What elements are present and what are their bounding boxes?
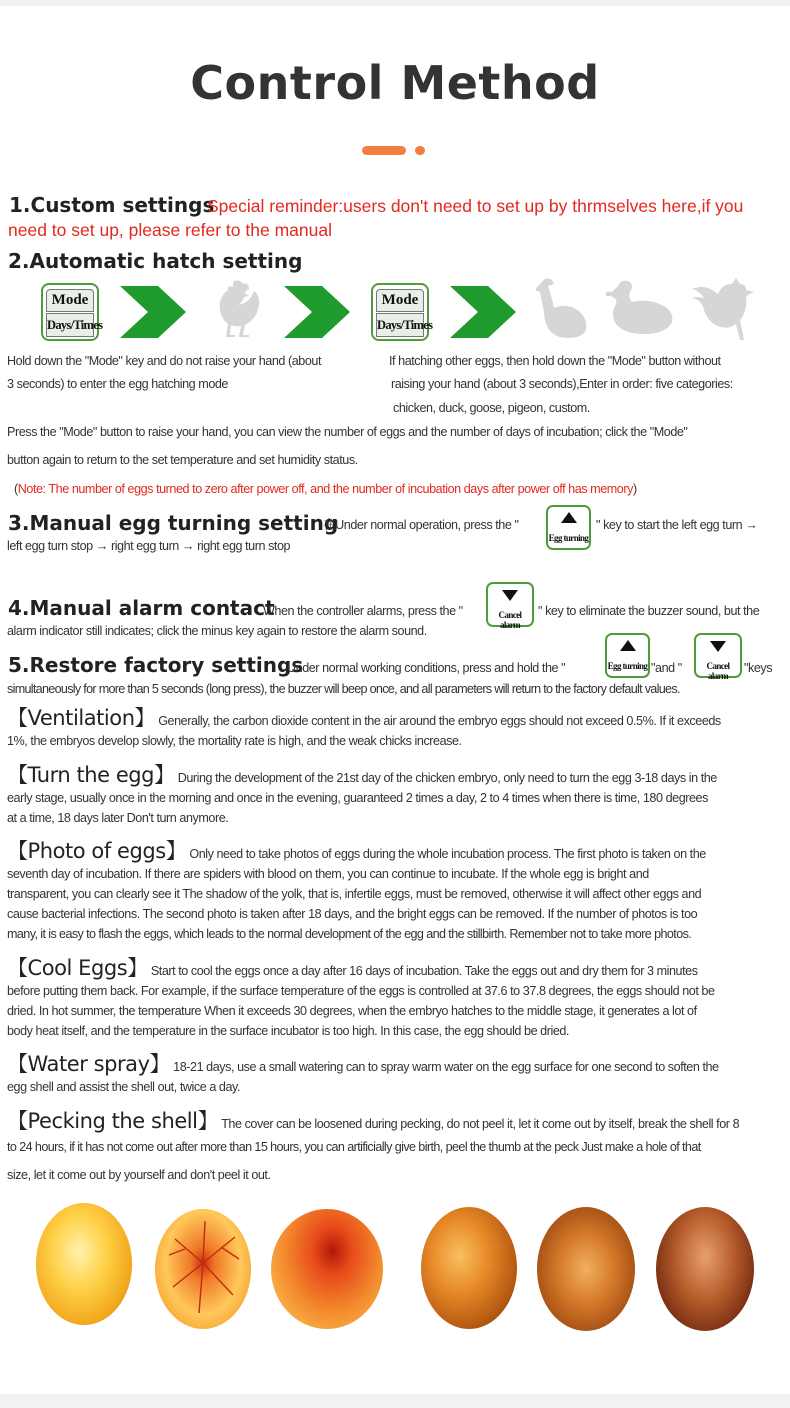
green-arrow-icon: [120, 286, 188, 338]
section3-text-a: 在Under normal operation, press the ": [323, 518, 519, 532]
mode-key-bottom-label: Days/Times: [46, 313, 94, 337]
section2-left-text-1: Hold down the "Mode" key and do not raise your hand (about: [7, 354, 321, 368]
mode-key-top-label: Mode: [376, 289, 424, 312]
cancel-alarm-key-label: Cancel alarm: [706, 661, 730, 681]
triangle-up-icon: [561, 512, 577, 523]
tip-ventilation: 【Ventilation】 Generally, the carbon dioxide content in the air around the embryo eggs should not exceed 0.5%. If it exceeds 1%, the embryos develop slowly, the mortality rate is high, and the weak chicks increase.: [7, 706, 721, 748]
section2-press-text-2: button again to return to the set temperature and set humidity status.: [7, 453, 358, 467]
mode-key-icon: [41, 283, 103, 341]
tip-title: 【Photo of eggs】: [7, 839, 187, 863]
top-band: [0, 0, 790, 6]
section1-reminder-line2: need to set up, please refer to the manual: [8, 220, 332, 240]
candled-egg-image: [271, 1209, 383, 1329]
section5-text-a: Under normal working conditions, press and hold the ": [287, 661, 566, 675]
accent-dot: [415, 146, 425, 155]
section2-right-text-3: chicken, duck, goose, pigeon, custom.: [393, 401, 590, 415]
cancel-alarm-key-icon: [486, 582, 534, 630]
section5-text-b: "keys: [744, 661, 773, 675]
green-arrow-icon: [284, 286, 352, 338]
tip-water-spray: 【Water spray】 18-21 days, use a small watering can to spray warm water on the egg surface for one second to soften the egg shell and assist the shell out, twice a day.: [7, 1052, 719, 1094]
tip-pecking-the-shell: 【Pecking the shell】 The cover can be loosened during pecking, do not peel it, let it come out by itself, break the shell for 8 to 24 hours, if it has not come out after more than 15 hours, you can artificially give birth, peel the thumb at the peck Just make a hole of that size, let it come out by yourself and don't peel it out.: [7, 1109, 740, 1182]
tip-cool-eggs: 【Cool Eggs】 Start to cool the eggs once a day after 16 days of incubation. Take the eggs out and dry them for 3 minutes before putting them back. For example, if the surface temperature of the eggs is controlled at 37.6 to 37.8 degrees, the eggs should not be dried. In hot summer, the temperature When it exceeds 30 degrees, when the embryo hatches to the middle stage, it generates a lot of body heat itself, and the temperature in the surface incubator is too high. In this case, the egg should be dried.: [7, 956, 715, 1038]
section3-text-b: " key to start the left egg turn →: [596, 518, 758, 532]
tip-photo-of-eggs: 【Photo of eggs】 Only need to take photos of eggs during the whole incubation process. The first photo is taken on the seventh day of incubation. If there are spiders with blood on them, you can continue to incubate. If the whole egg is bright and transparent, you can clearly see it The shadow of the yolk, that is, infertile eggs, must be removed, otherwise it will affect other eggs and cause bacterial infections. The second photo is taken after 18 days, and the bright eggs can be removed. If the number of photos is too many, it is easy to flash the eggs, which leads to the normal development of the egg and the stillbirth. Remember not to take more photos.: [7, 839, 706, 941]
tip-title: 【Turn the egg】: [7, 763, 175, 787]
page-title: Control Method: [190, 56, 600, 110]
tip-title: 【Cool Eggs】: [7, 956, 148, 980]
note-text: Note: The number of eggs turned to zero after power off, and the number of incubation days after power off has memory: [17, 482, 633, 496]
mode-key-icon: [371, 283, 433, 341]
section5-heading: 5.Restore factory settings: [8, 653, 304, 677]
triangle-up-icon: [620, 640, 636, 651]
egg-turning-key-label: Egg turning: [607, 661, 648, 671]
chicken-silhouette-icon: [203, 278, 267, 342]
cancel-alarm-key-label: Cancel alarm: [498, 610, 522, 630]
triangle-down-icon: [502, 590, 518, 601]
green-arrow-icon: [450, 286, 518, 338]
candled-egg-image: [155, 1209, 251, 1329]
section1-heading: 1.Custom settings: [9, 193, 215, 217]
section2-right-text-1: If hatching other eggs, then hold down the "Mode" button without: [389, 354, 721, 368]
tip-title: 【Ventilation】: [7, 706, 156, 730]
egg-turning-key-icon: [546, 505, 591, 550]
section2-note: (Note: The number of eggs turned to zero after power off, and the number of incubation days after power off has memory): [14, 482, 637, 496]
section2-heading: 2.Automatic hatch setting: [8, 249, 303, 273]
candled-egg-image: [36, 1203, 132, 1325]
blood-vessels-icon: [155, 1209, 251, 1329]
tip-turn-the-egg: 【Turn the egg】 During the development of the 21st day of the chicken embryo, only need to turn the egg 3-18 days in the early stage, usually once in the morning and once in the evening, guaranteed 2 times a day, 2 to 4 times when there is time, 180 degrees at a time, 18 days later Don't turn anymore.: [7, 763, 717, 825]
cancel-alarm-key-icon: [694, 633, 742, 681]
section2-right-text-2: raising your hand (about 3 seconds),Enter in order: five categories:: [391, 377, 733, 391]
goose-silhouette-icon: [536, 276, 592, 342]
candled-egg-image: [656, 1207, 754, 1331]
candled-egg-image: [421, 1207, 517, 1329]
section3-text-c: left egg turn stop → right egg turn → right egg turn stop: [7, 539, 291, 553]
section4-text-a: When the controller alarms, press the ": [263, 604, 463, 618]
mode-key-top-label: Mode: [46, 289, 94, 312]
egg-turning-key-label: Egg turning: [548, 533, 589, 543]
accent-dash: [362, 146, 406, 155]
section1-reminder-line1: Special reminder:users don't need to set up by thrmselves here,if you: [207, 196, 744, 216]
section4-text-b: " key to eliminate the buzzer sound, but the: [538, 604, 760, 618]
section5-text-c: simultaneously for more than 5 seconds (long press), the buzzer will beep once, and all parameters will return to the factory default values.: [7, 682, 680, 696]
duck-silhouette-icon: [606, 276, 676, 342]
bottom-band: [0, 1394, 790, 1408]
section2-press-text-1: Press the "Mode" button to raise your hand, you can view the number of eggs and the number of days of incubation; click the "Mode": [7, 425, 688, 439]
candled-egg-image: [537, 1207, 635, 1331]
tip-title: 【Pecking the shell】: [7, 1109, 219, 1133]
egg-turning-key-icon: [605, 633, 650, 678]
section4-heading: 4.Manual alarm contact: [8, 596, 275, 620]
section2-left-text-2: 3 seconds) to enter the egg hatching mode: [7, 377, 228, 391]
tip-title: 【Water spray】: [7, 1052, 171, 1076]
mode-key-bottom-label: Days/Times: [376, 313, 424, 337]
section3-heading: 3.Manual egg turning setting: [8, 511, 339, 535]
triangle-down-icon: [710, 641, 726, 652]
section4-text-c: alarm indicator still indicates; click the minus key again to restore the alarm sound.: [7, 624, 427, 638]
pigeon-silhouette-icon: [692, 274, 762, 344]
section5-text-and: "and ": [651, 661, 682, 675]
